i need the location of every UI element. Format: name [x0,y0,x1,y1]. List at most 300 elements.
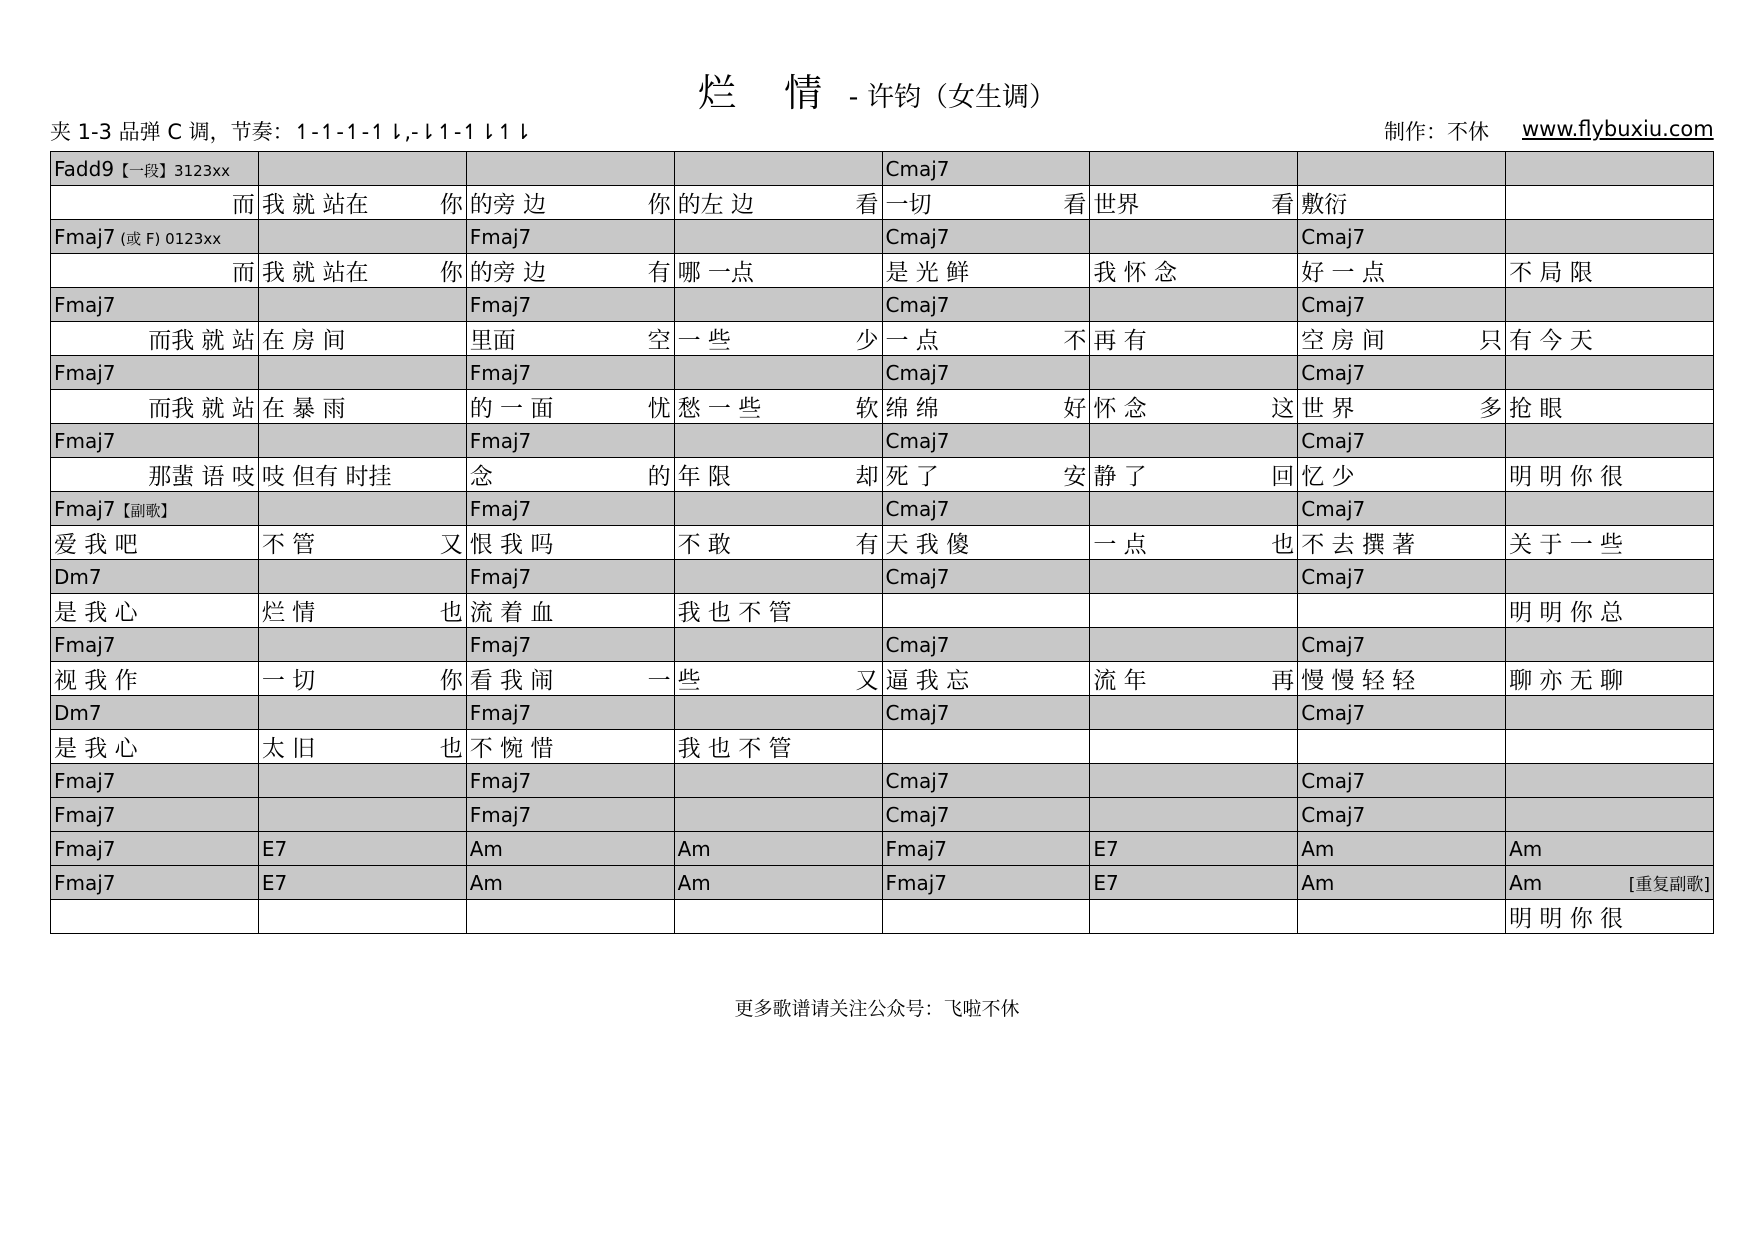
chord-row [51,424,1714,458]
lyric-cell [1506,254,1714,288]
lyric-cell [1090,526,1298,560]
chord-row [51,798,1714,832]
chord-cell [466,220,674,254]
lyric-cell-inner [262,186,463,219]
chord-cell [51,696,259,730]
lyric-tail: 只 [1479,328,1503,354]
lyric-cell [1506,458,1714,492]
chord-cell [466,356,674,390]
chord-name: Fmaj7 [54,496,116,521]
lyric-cell-inner [470,186,671,219]
lyric-cell-inner [1093,662,1294,695]
lyric-cell [674,390,882,424]
lyric-cell [674,594,882,628]
lyric-text: 一 点 [885,328,939,354]
chord-note: (或 F) 0123xx [115,229,222,248]
chord-cell [1506,220,1714,254]
chord-cell [51,356,259,390]
chord-cell [51,492,259,526]
chord-cell [1506,356,1714,390]
lyric-text: 我 也 不 管 [677,736,792,762]
chord-name: Fmaj7 [469,564,532,589]
chord-cell [51,764,259,798]
lyric-text: 怀 念 [1093,396,1147,422]
lyric-cell [1298,458,1506,492]
chord-cell [882,628,1090,662]
lyric-cell-inner [262,662,463,695]
lyric-cell-inner [54,594,255,627]
lyric-tail: 软 [855,396,879,422]
lyric-cell-inner [1093,458,1294,491]
lyric-cell [1506,322,1714,356]
lyric-cell-inner [678,526,879,559]
chord-name: Am [1509,870,1543,895]
lyric-cell-inner [678,186,879,219]
lyric-cell-inner [470,390,671,423]
lyric-cell-inner [262,458,463,491]
lyric-cell [1506,526,1714,560]
lyric-cell [882,254,1090,288]
chord-cell [1090,696,1298,730]
lyric-text: 一 切 [261,668,316,694]
chord-note: 【副歌】 [115,501,176,520]
chord-cell [674,798,882,832]
chord-cell [258,628,466,662]
chord-cell [51,798,259,832]
lyric-cell [51,186,259,220]
lyric-row [51,322,1714,356]
lyric-cell-inner [470,322,671,355]
chord-row [51,492,1714,526]
lyric-cell [258,322,466,356]
chord-cell [674,152,882,186]
lyric-cell [1298,526,1506,560]
lyric-row [51,390,1714,424]
chord-cell [51,424,259,458]
lyric-tail: 而我 就 站 [148,328,255,354]
lyric-cell-inner [1301,186,1502,219]
lyric-cell [466,322,674,356]
chord-cell [1298,832,1506,866]
lyric-text: 慢 慢 轻 轻 [1301,668,1416,694]
chord-cell [1090,798,1298,832]
lyric-text: 好 一 点 [1301,260,1385,286]
capo-rhythm-line: 夹 1-3 品弹 C 调，节奏：↿-↿-↿-↿⇂,-⇂↿-↿⇂↿⇂ [50,120,532,144]
chord-cell [674,560,882,594]
lyric-cell-inner [1093,526,1294,559]
chord-cell-inner [1509,870,1710,895]
lyric-tail: 又 [439,532,463,558]
lyric-cell [51,526,259,560]
lyric-tail: 你 [439,192,463,218]
chord-name: Fmaj7 [469,700,532,725]
lyric-row [51,594,1714,628]
lyric-cell [1506,186,1714,220]
lyric-cell [51,390,259,424]
lyric-cell [258,458,466,492]
chord-cell [51,288,259,322]
lyric-cell-inner [886,322,1087,355]
chord-group [1509,871,1542,895]
lyric-cell-inner [886,458,1087,491]
chord-cell [258,832,466,866]
chord-name: Fmaj7 [54,768,116,793]
chord-name: Fmaj7 [54,870,116,895]
lyric-text: 流 着 血 [469,600,554,626]
lyric-cell [466,594,674,628]
lyric-cell [882,390,1090,424]
lyric-cell [466,390,674,424]
chord-cell [258,288,466,322]
lyric-row [51,186,1714,220]
lyric-cell-inner [678,322,879,355]
lyric-row [51,254,1714,288]
lyric-text: 一 点 [1093,532,1147,558]
song-subtitle: - 许钧（女生调） [840,82,1056,113]
chord-cell [1298,356,1506,390]
chord-cell [1506,696,1714,730]
lyric-cell-inner [470,594,671,627]
lyric-text: 不 局 限 [1509,260,1593,286]
lyric-cell-inner [1509,322,1710,355]
lyric-text: 在 房 间 [261,328,346,354]
lyric-cell-inner [262,730,463,763]
lyric-cell [674,900,882,934]
chord-row [51,764,1714,798]
lyric-tail: 的 [647,464,671,490]
lyric-cell [1090,730,1298,764]
chord-name: Cmaj7 [885,428,950,453]
lyric-cell [51,900,259,934]
lyric-text: 逼 我 忘 [885,668,970,694]
lyric-cell [258,254,466,288]
chord-cell [1090,832,1298,866]
chord-name: Cmaj7 [1301,564,1366,589]
chord-name: Cmaj7 [885,700,950,725]
repeat-mark: [重复副歌] [1628,875,1710,895]
lyric-tail: 却 [855,464,879,490]
chord-cell [466,832,674,866]
lyric-tail: 也 [439,600,463,626]
chord-cell [1506,492,1714,526]
chord-sheet-table [50,151,1714,934]
chord-name: Cmaj7 [885,768,950,793]
lyric-cell-inner [1093,254,1294,287]
website-link[interactable]: www.flybuxiu.com [1522,117,1714,141]
lyric-cell [674,662,882,696]
chord-name: Cmaj7 [885,224,950,249]
lyric-cell [258,390,466,424]
chord-name: Cmaj7 [885,360,950,385]
chord-name: Fmaj7 [469,768,532,793]
lyric-cell [1298,390,1506,424]
chord-name: Am [1509,836,1543,861]
lyric-cell [882,730,1090,764]
chord-cell [1298,288,1506,322]
chord-cell [882,152,1090,186]
lyric-cell [882,662,1090,696]
lyric-cell-inner [1301,662,1502,695]
lyric-text: 我 就 站在 [261,260,369,286]
lyric-cell [258,730,466,764]
lyric-cell [674,526,882,560]
chord-name: Am [469,836,503,861]
chord-name: Fmaj7 [54,224,116,249]
chord-name: Am [469,870,503,895]
chord-cell [674,356,882,390]
lyric-tail: 那蜚 语 吱 [148,464,255,490]
chord-name: Am [677,870,711,895]
chord-row [51,220,1714,254]
lyric-cell [1506,730,1714,764]
chord-cell [1298,798,1506,832]
lyric-tail: 忧 [647,396,671,422]
lyric-cell [1506,662,1714,696]
lyric-cell [1090,254,1298,288]
chord-row [51,288,1714,322]
lyric-cell-inner [886,390,1087,423]
lyric-cell [1506,594,1714,628]
lyric-cell [1298,186,1506,220]
lyric-cell-inner [1509,254,1710,287]
chord-cell [258,220,466,254]
lyric-tail: 有 [855,532,879,558]
lyric-text: 关 于 一 些 [1509,532,1624,558]
chord-cell [466,764,674,798]
lyric-cell [674,322,882,356]
chord-cell [882,832,1090,866]
chord-name: Fmaj7 [54,836,116,861]
lyric-tail: 安 [1063,464,1087,490]
chord-row [51,560,1714,594]
chord-cell [1298,220,1506,254]
lyric-row [51,458,1714,492]
chord-cell [1298,152,1506,186]
chord-cell [674,764,882,798]
chord-name: Fmaj7 [54,632,116,657]
lyric-text: 的左 边 [677,192,754,218]
lyric-text: 抢 眼 [1509,396,1563,422]
lyric-text: 我 怀 念 [1093,260,1177,286]
lyric-text: 不 去 撰 著 [1301,532,1416,558]
lyric-text: 一 些 [677,328,731,354]
lyric-cell [1090,900,1298,934]
lyric-text: 太 旧 [261,736,316,762]
chord-cell [1298,628,1506,662]
lyric-text: 视 我 作 [54,668,138,694]
lyric-cell-inner [1301,254,1502,287]
chord-name: Fmaj7 [469,632,532,657]
chord-name: Cmaj7 [885,802,950,827]
song-title-main: 烂 情 [697,71,841,115]
lyric-text: 一切 [885,192,932,218]
lyric-cell [882,458,1090,492]
chord-row [51,628,1714,662]
lyric-text: 不 惋 惜 [469,736,554,762]
chord-cell [1090,152,1298,186]
lyric-cell [51,254,259,288]
lyric-cell-inner [470,662,671,695]
chord-name: Cmaj7 [885,292,950,317]
chord-name: Fmaj7 [469,802,532,827]
lyric-tail: 不 [1063,328,1087,354]
lyric-cell-inner [1301,526,1502,559]
chord-cell [1506,866,1714,900]
lyric-cell [51,594,259,628]
lyric-text: 忆 少 [1301,464,1355,490]
lyric-text: 绵 绵 [885,396,939,422]
lyric-cell-inner [678,458,879,491]
lyric-text: 里面 [469,328,516,354]
chord-name: Fadd9 [54,156,115,181]
chord-cell [882,798,1090,832]
lyric-cell-inner [886,662,1087,695]
lyric-text: 是 我 心 [54,736,138,762]
lyric-tail: 看 [1063,192,1087,218]
chord-cell [1506,560,1714,594]
lyric-cell-inner [1509,458,1710,491]
chord-name: Cmaj7 [885,564,950,589]
chord-name: E7 [1093,870,1119,895]
lyric-cell [882,322,1090,356]
lyric-text: 静 了 [1093,464,1147,490]
lyric-cell-inner [1093,390,1294,423]
chord-cell [1506,628,1714,662]
chord-cell [1090,560,1298,594]
lyric-text: 流 年 [1093,668,1147,694]
chord-name: Cmaj7 [1301,224,1366,249]
chord-name: Fmaj7 [54,802,116,827]
lyric-tail: 你 [439,260,463,286]
chord-cell [674,628,882,662]
lyric-text: 看 我 闹 [469,668,554,694]
lyric-tail: 你 [647,192,671,218]
lyric-text: 念 [469,464,493,490]
lyric-cell [1090,322,1298,356]
chord-name: Am [1301,836,1335,861]
lyric-text: 的旁 边 [469,192,547,218]
chord-cell [882,288,1090,322]
lyric-cell-inner [262,322,463,355]
lyric-text: 死 了 [885,464,939,490]
chord-cell [258,152,466,186]
lyric-cell-inner [262,594,463,627]
chord-note: 【一段】3123xx [114,161,230,180]
chord-name: Fmaj7 [54,360,116,385]
chord-cell [258,356,466,390]
lyric-cell-inner [886,526,1087,559]
chord-name: Cmaj7 [1301,496,1366,521]
chord-cell [674,696,882,730]
maker-credit: 制作：不休 [1384,120,1489,144]
chord-name: Cmaj7 [1301,632,1366,657]
lyric-text: 愁 一 些 [677,396,762,422]
lyric-text: 在 暴 雨 [261,396,346,422]
lyric-cell [466,900,674,934]
chord-name: Cmaj7 [1301,802,1366,827]
chord-name: Cmaj7 [885,496,950,521]
lyric-cell [466,254,674,288]
lyric-text: 明 明 你 总 [1509,600,1624,626]
chord-cell [466,798,674,832]
chord-cell [466,560,674,594]
footer-note: 更多歌谱请关注公众号：飞啦不休 [734,998,1020,1020]
lyric-cell [466,730,674,764]
lyric-cell [1298,254,1506,288]
chord-name: Fmaj7 [885,836,948,861]
chord-cell [1506,424,1714,458]
lyric-cell [51,322,259,356]
chord-cell [1298,764,1506,798]
lyric-cell [1506,390,1714,424]
lyric-text: 世 界 [1301,396,1355,422]
lyric-cell-inner [1301,322,1502,355]
chord-cell [1506,832,1714,866]
lyric-tail: 多 [1479,396,1503,422]
chord-name: Cmaj7 [1301,768,1366,793]
lyric-cell-inner [1509,594,1710,627]
lyric-cell [882,594,1090,628]
chord-cell [466,152,674,186]
lyric-text: 天 我 傻 [885,532,970,558]
lyric-cell-inner [54,662,255,695]
lyric-cell [1090,594,1298,628]
chord-row [51,866,1714,900]
chord-cell [882,424,1090,458]
lyric-cell [1298,322,1506,356]
lyric-cell-inner [1509,390,1710,423]
lyric-text: 的 一 面 [469,396,554,422]
chord-cell [674,492,882,526]
lyric-tail: 又 [855,668,879,694]
chord-cell [51,560,259,594]
chord-name: Cmaj7 [1301,428,1366,453]
lyric-cell [674,254,882,288]
chord-cell [674,288,882,322]
chord-cell [1298,424,1506,458]
lyric-text: 明 明 你 很 [1509,906,1624,932]
chord-cell [882,220,1090,254]
lyric-tail: 这 [1271,396,1295,422]
chord-cell [1090,492,1298,526]
chord-cell [1298,492,1506,526]
chord-name: Fmaj7 [469,292,532,317]
chord-cell [1090,628,1298,662]
chord-cell [51,866,259,900]
lyric-cell-inner [470,730,671,763]
chord-cell [51,628,259,662]
lyric-tail: 而 [231,260,255,286]
chord-name: Cmaj7 [885,156,950,181]
lyric-tail: 回 [1271,464,1295,490]
chord-name: Dm7 [54,700,102,725]
lyric-cell [258,594,466,628]
lyric-cell-inner [54,730,255,763]
lyric-cell [1090,390,1298,424]
lyric-text: 恨 我 吗 [469,532,554,558]
lyric-text: 我 就 站在 [261,192,369,218]
chord-cell [1298,866,1506,900]
lyric-text: 有 今 天 [1509,328,1593,354]
lyric-text: 不 管 [261,532,316,558]
lyric-cell [1298,662,1506,696]
chord-cell [51,220,259,254]
lyric-tail: 而 [231,192,255,218]
lyric-cell-inner [54,458,255,491]
chord-cell [1506,288,1714,322]
chord-cell [882,560,1090,594]
chord-cell [1506,764,1714,798]
